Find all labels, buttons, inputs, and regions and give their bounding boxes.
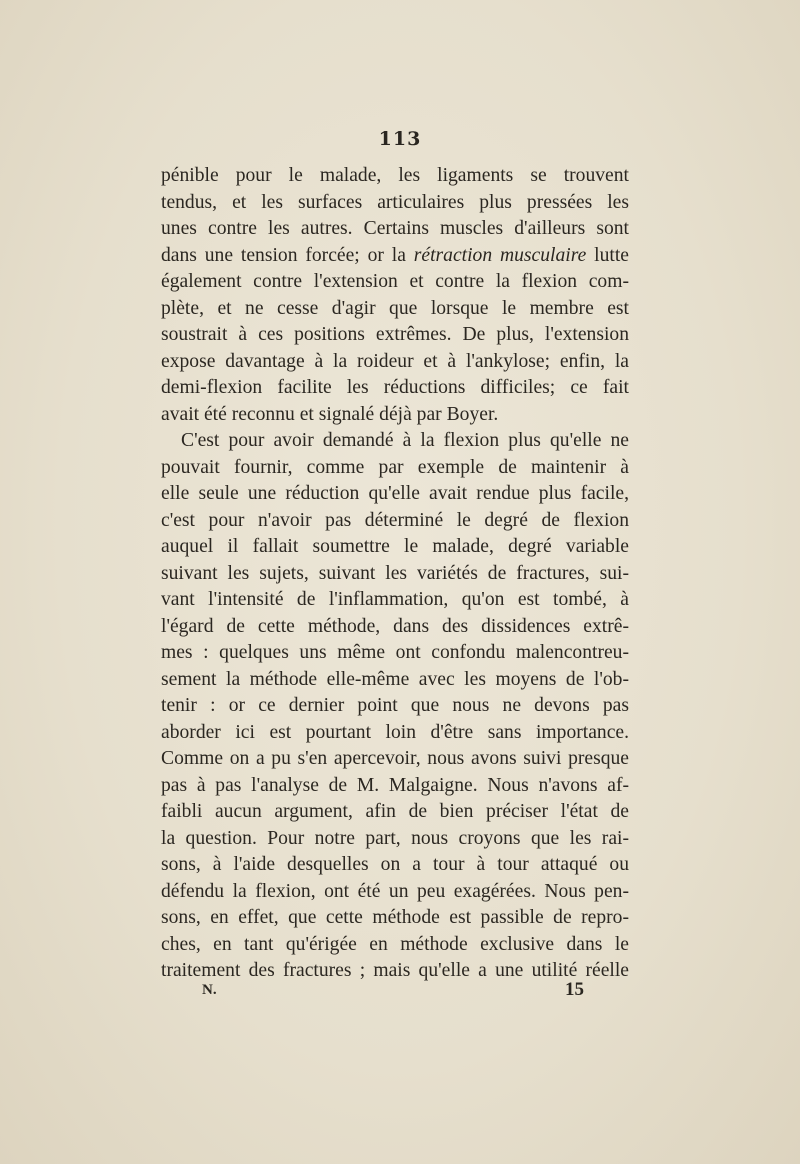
text-line: tendus, et les surfaces articulaires plus pressées les (161, 191, 629, 213)
text-line: pénible pour le malade, les ligaments se trouvent (161, 165, 629, 186)
text-line: également contre l'extension et contre la flexion com- (161, 271, 629, 292)
text-line: Comme on a pu s'en apercevoir, nous avons suivi presque (161, 748, 629, 769)
text-line: auquel il fallait soumettre le malade, degré variable (161, 536, 629, 557)
text-line: unes contre les autres. Certains muscles d'ailleurs sont (161, 218, 629, 239)
text-line: l'égard de cette méthode, dans des dissidences extrê- (161, 615, 629, 637)
text-line: vant l'intensité de l'inflammation, qu'on est tombé, à (161, 589, 629, 610)
text-line: ches, en tant qu'érigée en méthode exclusive dans le (161, 933, 629, 955)
text-line: défendu la flexion, ont été un peu exagérées. Nous pen- (161, 880, 629, 902)
body-text (161, 163, 629, 985)
text-line: sons, en effet, que cette méthode est passible de repro- (161, 907, 629, 928)
text-line: mes : quelques uns même ont confondu malencontreu- (161, 642, 629, 663)
text-line: demi-flexion facilite les réductions difficiles; ce fait (161, 377, 629, 398)
text-line: pouvait fournir, comme par exemple de maintenir à (161, 456, 629, 478)
text-line: C'est pour avoir demandé à la flexion plus qu'elle ne (181, 430, 629, 451)
text-line: la question. Pour notre part, nous croyons que les rai- (161, 827, 629, 849)
text-line: sons, à l'aide desquelles on a tour à tour attaqué ou (161, 854, 629, 875)
text-line: avait été reconnu et signalé déjà par Boyer. (161, 403, 499, 425)
sheet-number: 15 (565, 979, 584, 1000)
text-line: faibli aucun argument, afin de bien préciser l'état de (161, 801, 629, 822)
text-fragment: dans une tension forcée; or la (161, 244, 414, 266)
text-fragment: lutte (586, 244, 629, 266)
text-line: elle seule une réduction qu'elle avait rendue plus facile, (161, 483, 629, 504)
text-line: suivant les sujets, suivant les variétés de fractures, sui- (161, 562, 629, 584)
text-line: soustrait à ces positions extrêmes. De plus, l'extension (161, 324, 629, 345)
signature-mark: N. (202, 982, 217, 998)
text-line: plète, et ne cesse d'agir que lorsque le membre est (161, 297, 629, 319)
page-number: 113 (378, 128, 422, 150)
text-line: expose davantage à la roideur et à l'ankylose; enfin, la (161, 350, 629, 372)
text-line: sement la méthode elle-même avec les moyens de l'ob- (161, 668, 629, 690)
text-line: traitement des fractures ; mais qu'elle a une utilité réelle (161, 960, 629, 981)
text-line: tenir : or ce dernier point que nous ne devons pas (161, 695, 629, 716)
text-line (161, 243, 629, 270)
text-line: c'est pour n'avoir pas déterminé le degré de flexion (161, 509, 629, 531)
text-line: pas à pas l'analyse de M. Malgaigne. Nous n'avons af- (161, 774, 629, 796)
italic-term: rétraction musculaire (413, 244, 587, 266)
text-line: aborder ici est pourtant loin d'être sans importance. (161, 721, 629, 743)
